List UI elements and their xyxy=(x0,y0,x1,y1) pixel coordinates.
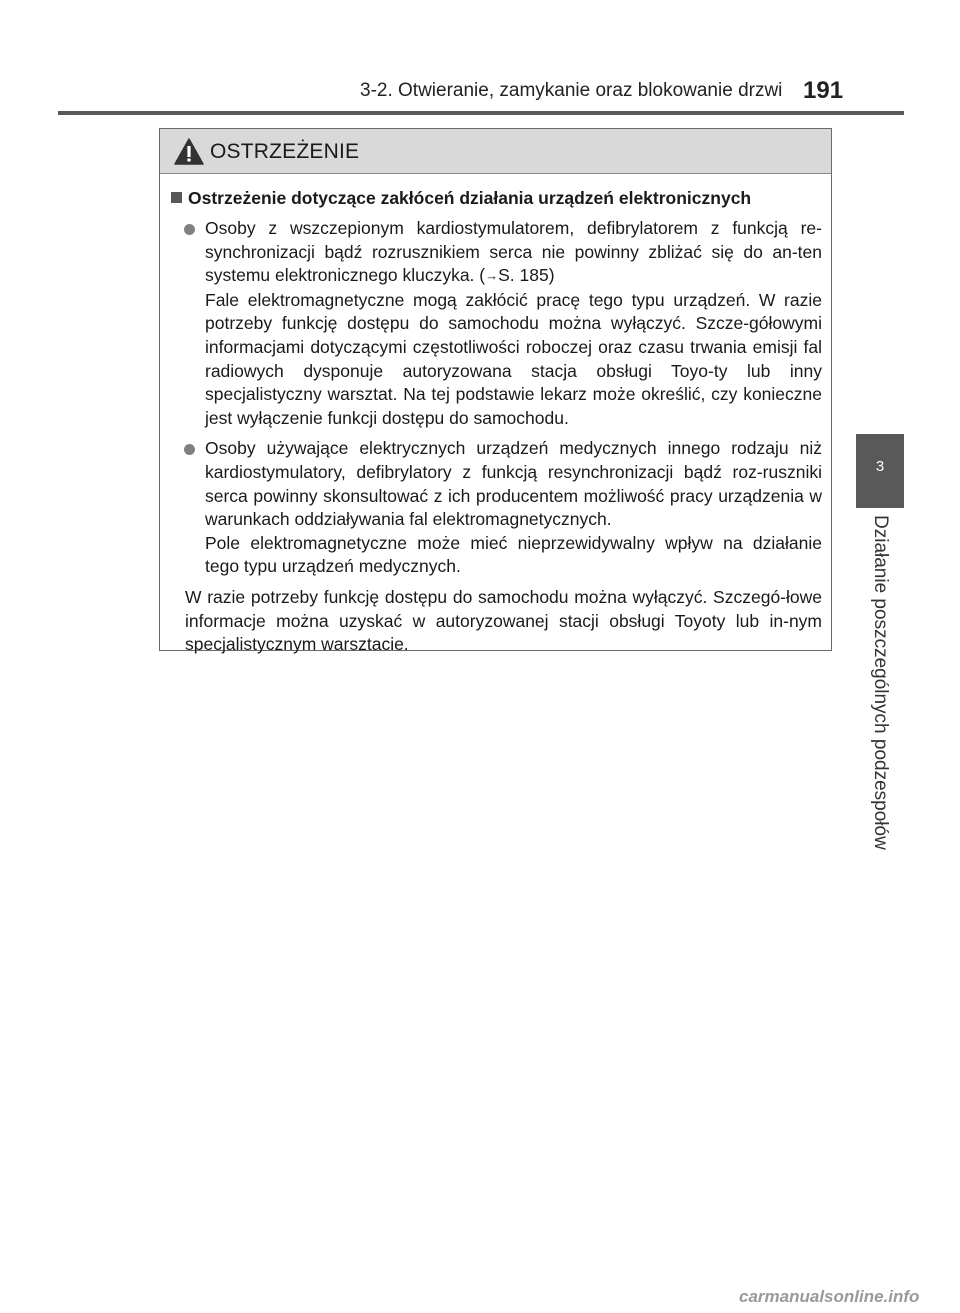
section-title: 3-2. Otwieranie, zamykanie oraz blokowanie drzwi xyxy=(360,80,783,101)
page-reference: S. 185) xyxy=(498,265,555,286)
bullet-paragraph xyxy=(205,217,822,289)
round-bullet-icon xyxy=(184,444,195,455)
square-bullet-icon xyxy=(171,192,182,203)
bullet-paragraph: Pole elektromagnetyczne może mieć nieprzewidywalny wpływ na działanie tego typu urządzeń medycznych. xyxy=(205,532,822,577)
warning-heading xyxy=(171,186,822,210)
arrow-icon: → xyxy=(485,268,499,284)
chapter-title: Działanie poszczególnych podzespołów xyxy=(870,515,891,850)
chapter-tab xyxy=(856,434,904,508)
chapter-number: 3 xyxy=(875,458,885,475)
warning-box xyxy=(159,128,832,655)
header-rule xyxy=(58,111,904,115)
round-bullet-icon xyxy=(184,224,195,235)
page-number: 191 xyxy=(803,77,844,104)
warning-title: OSTRZEŻENIE xyxy=(210,140,360,163)
warning-body xyxy=(160,174,831,657)
bullet-text xyxy=(205,437,822,579)
bullet-paragraph: Osoby używające elektrycznych urządzeń medycznych innego rodzaju niż kardiostymulatory, defibrylatory z funkcją resynchronizacji bądź roz-ruszniki serca powinny skonsultować z ich producentem możliwość pracy urządzenia w warunkach oddziaływania fal elektromagnetycznych. xyxy=(205,438,822,530)
bullet-paragraph-text: Osoby z wszczepionym kardiostymulatorem, defibrylatorem z funkcją re-synchronizacji bądź rozrusznikiem serca nie powinny zbliżać się do an-ten systemu elektronicznego kluczyka. ( xyxy=(205,218,822,286)
watermark: carmanualsonline.info xyxy=(739,1287,920,1306)
warning-heading-text: Ostrzeżenie dotyczące zakłóceń działania urządzeń elektronicznych xyxy=(188,188,752,208)
bullet-text xyxy=(205,217,822,430)
warning-header xyxy=(160,129,831,174)
list-item xyxy=(171,437,822,579)
bullet-paragraph: Fale elektromagnetyczne mogą zakłócić pracę tego typu urządzeń. W razie potrzeby funkcję dostępu do samochodu można wyłączyć. Szcze-gółowymi informacjami dotyczącymi częstotliwości roboczej oraz czasu trwania emisji fal radiowych dysponuje autoryzowana stacja obsługi Toyo-ty lub inny specjalistyczny warsztat. Na tej podstawie lekarz może określić, czy konieczne jest wyłączenie funkcji dostępu do samochodu. xyxy=(205,289,822,428)
warning-triangle-icon xyxy=(174,138,204,165)
list-item xyxy=(171,217,822,430)
warning-note: W razie potrzeby funkcję dostępu do samochodu można wyłączyć. Szczegó-łowe informacje można uzyskać w autoryzowanej stacji obsługi Toyoty lub in-nym specjalistycznym warsztacie. xyxy=(185,586,822,655)
